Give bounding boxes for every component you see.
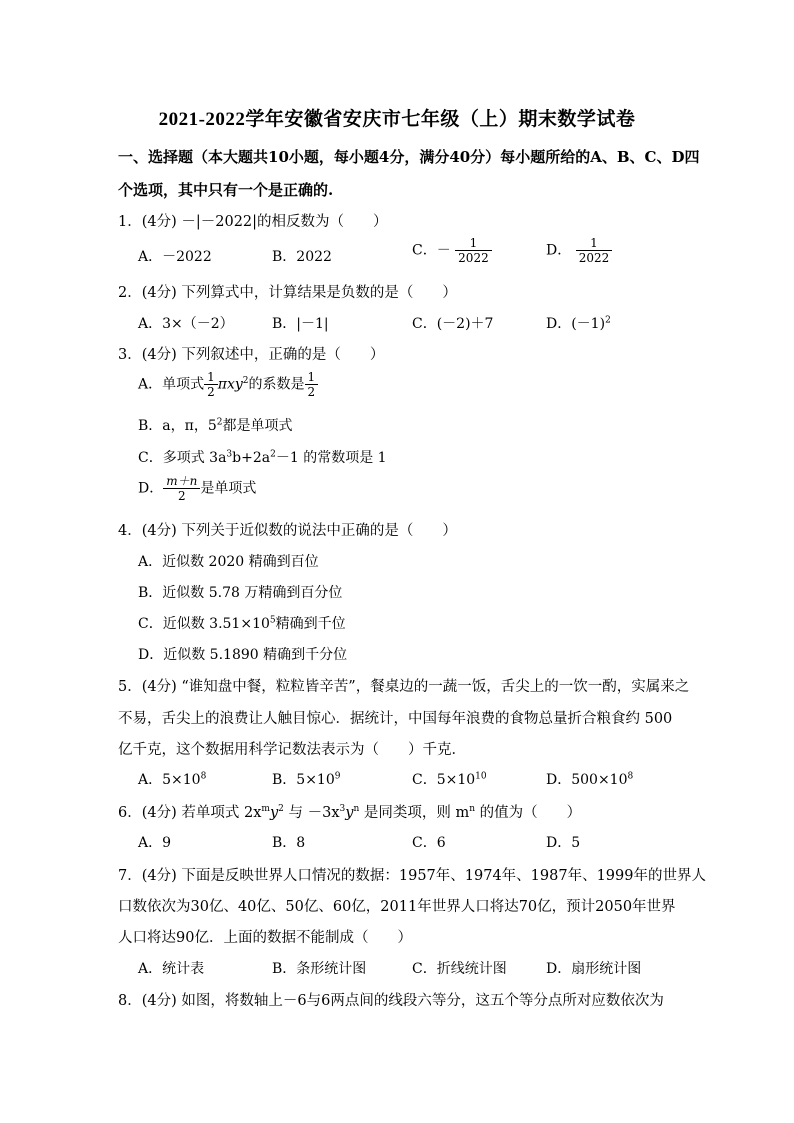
- q5-option-a-text: A．5×10: [138, 772, 201, 788]
- q2-option-d-text: D．(－1): [546, 316, 606, 332]
- q1-option-c: [412, 236, 492, 265]
- q6-exponent-n: n: [353, 804, 360, 815]
- q6-option-b: B．8: [272, 835, 306, 851]
- question-3-stem: 3．(4分) 下列叙述中，正确的是（ ）: [118, 347, 385, 363]
- q3-option-c-exponent-1: 3: [226, 449, 233, 460]
- q3-option-b-text: 都是单项式: [222, 418, 293, 434]
- q3-option-a: [138, 370, 318, 399]
- q5-option-c-text: C．5×10: [412, 772, 476, 788]
- q3-option-b-prefix: B．a，π，5: [138, 418, 217, 434]
- q7-option-b: B．条形统计图: [272, 961, 367, 977]
- q3-option-a-text: 的系数是: [248, 376, 305, 393]
- q6-stem-end: 的值为（ ）: [475, 805, 582, 821]
- q6-mid: 与 －3x: [283, 805, 340, 821]
- q3-option-c-prefix: C．多项式 3a: [138, 450, 227, 466]
- q4-option-c-exponent: 5: [269, 615, 276, 626]
- q3-option-a-term: πxy: [217, 376, 243, 393]
- question-1-stem: 1．(4分) －|－2022|的相反数为（ ）: [118, 214, 388, 230]
- q6-var-y1: y: [269, 805, 279, 821]
- q2-option-b: B．|－1|: [272, 316, 329, 332]
- question-2-stem: 2．(4分) 下列算式中，计算结果是负数的是（ ）: [118, 285, 457, 301]
- fraction-numerator: 1: [207, 370, 215, 384]
- q2-option-c: C．(－2)＋7: [412, 316, 494, 332]
- q6-option-d: D．5: [546, 835, 581, 851]
- question-7-line2: 口数依次为30亿、40亿、50亿、60亿，2011年世界人口将达70亿，预计2050年世界: [118, 899, 676, 915]
- q5-option-a-exponent: 8: [200, 771, 207, 782]
- q4-option-d: D．近似数 5.1890 精确到千分位: [138, 647, 348, 663]
- q3-option-c-mid: b+2a: [232, 450, 271, 466]
- q3-option-c: [138, 447, 387, 467]
- fraction-numerator: 1: [307, 370, 316, 384]
- q3-option-d-fraction: [163, 474, 200, 503]
- q7-option-c: C．折线统计图: [412, 961, 507, 977]
- q4-option-a: A．近似数 2020 精确到百位: [138, 554, 319, 570]
- question-5-line1: 5．(4分) “谁知盘中餐，粒粒皆辛苦”，餐桌边的一蔬一饭，舌尖上的一饮一酌，实属来之: [118, 679, 690, 695]
- fraction-denominator: 2: [305, 384, 319, 399]
- q1-option-d: [546, 236, 612, 265]
- q6-option-c: C．6: [412, 835, 446, 851]
- q4-option-b: B．近似数 5.78 万精确到百分位: [138, 585, 343, 601]
- q3-option-b-exponent: 2: [216, 417, 223, 428]
- q3-option-a-exponent: 2: [242, 375, 249, 386]
- q3-option-a-prefix: A．单项式: [138, 376, 205, 393]
- fraction-numerator: m＋n: [166, 474, 198, 488]
- q6-exponent-m: m: [261, 804, 270, 815]
- q3-option-b: [138, 415, 292, 435]
- question-5-line3: 亿千克，这个数据用科学记数法表示为（ ）千克．: [118, 742, 466, 758]
- question-6-stem: [118, 801, 581, 822]
- q3-option-d: [138, 474, 256, 503]
- q3-option-c-text: －1 的常数项是 1: [275, 450, 387, 466]
- page-title: 2021-2022学年安徽省安庆市七年级（上）期末数学试卷: [158, 109, 636, 130]
- q5-option-a: [138, 769, 206, 789]
- question-8-line1: 8．(4分) 如图，将数轴上－6与6两点间的线段六等分，这五个等分点所对应数依次为: [118, 993, 664, 1009]
- q5-option-d-exponent: 8: [627, 771, 634, 782]
- q6-exponent-3: 3: [339, 804, 346, 815]
- q6-var-y2: y: [345, 805, 354, 821]
- q5-option-d: [546, 769, 633, 789]
- q5-option-d-text: D．500×10: [546, 772, 628, 788]
- section-heading-line2: 个选项，其中只有一个是正确的.: [118, 181, 334, 199]
- q7-option-a: A．统计表: [138, 961, 205, 977]
- q4-option-c-prefix: C．近似数 3.51×10: [138, 616, 270, 632]
- fraction-denominator: 2022: [576, 250, 613, 265]
- fraction-numerator: 1: [469, 236, 478, 250]
- q6-stem-text: 是同类项，则 m: [359, 805, 470, 821]
- q6-option-a: A．9: [138, 835, 172, 851]
- q4-option-c: [138, 613, 346, 633]
- q5-option-b-exponent: 9: [334, 771, 341, 782]
- q3-option-a-half: [204, 370, 218, 399]
- q6-exponent-2: 2: [278, 804, 284, 815]
- q2-option-d: [546, 313, 611, 333]
- q3-option-a-coefficient: [305, 370, 319, 399]
- question-7-line3: 人口将达90亿．上面的数据不能制成（ ）: [118, 930, 412, 946]
- q6-stem-prefix: 6．(4分) 若单项式 2x: [118, 805, 262, 821]
- fraction-denominator: 2: [204, 384, 218, 399]
- q5-option-c-exponent: 10: [475, 771, 487, 782]
- q2-option-d-exponent: 2: [605, 315, 611, 326]
- q3-option-d-text: 是单项式: [200, 480, 257, 497]
- q5-option-c: [412, 769, 487, 789]
- q1-option-c-fraction: [455, 236, 492, 265]
- question-7-line1: 7．(4分) 下面是反映世界人口情况的数据：1957年、1974年、1987年、1999年的世界人: [118, 868, 706, 884]
- fraction-numerator: 1: [590, 236, 598, 250]
- q3-option-c-exponent-2: 2: [270, 449, 276, 460]
- q1-option-c-prefix: C．－: [412, 242, 451, 259]
- q1-option-d-prefix: D．: [546, 242, 572, 259]
- q6-exponent-n2: n: [469, 804, 475, 815]
- fraction-denominator: 2022: [455, 250, 492, 265]
- q1-option-b: B．2022: [272, 249, 332, 265]
- q5-option-b: [272, 769, 340, 789]
- fraction-denominator: 2: [163, 488, 200, 503]
- q5-option-b-text: B．5×10: [272, 772, 335, 788]
- q7-option-d: D．扇形统计图: [546, 961, 642, 977]
- question-4-stem: 4．(4分) 下列关于近似数的说法中正确的是（ ）: [118, 523, 457, 539]
- q1-option-a: A．－2022: [138, 249, 212, 265]
- section-heading-line1: 一、选择题（本大题共10小题，每小题4分，满分40分）每小题所给的A、B、C、D四: [118, 148, 700, 166]
- q1-option-d-fraction: [576, 236, 613, 265]
- q4-option-c-text: 精确到千位: [275, 616, 346, 632]
- q3-option-d-prefix: D．: [138, 480, 164, 497]
- question-5-line2: 不易，舌尖上的浪费让人触目惊心．据统计，中国每年浪费的食物总量折合粮食约 500: [118, 711, 673, 727]
- q2-option-a: A．3×（－2）: [138, 316, 234, 332]
